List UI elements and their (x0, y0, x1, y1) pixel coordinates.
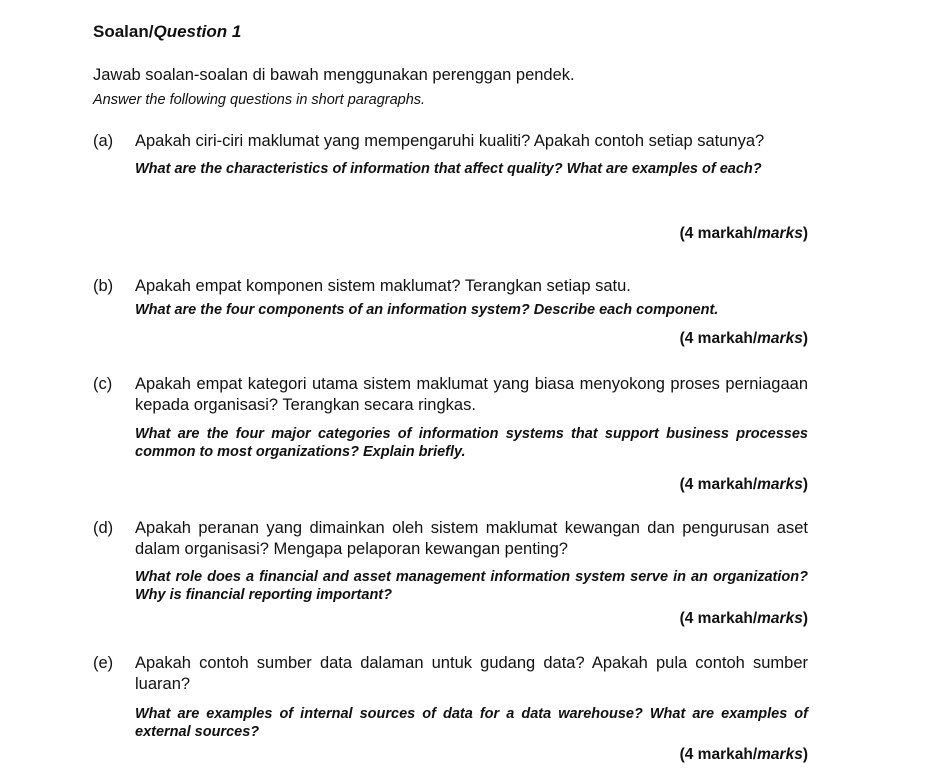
question-text-malay: Apakah peranan yang dimainkan oleh sistem maklumat kewangan dan pengurusan aset dalam organisasi? Mengapa pelaporan kewangan penting? (135, 519, 808, 558)
question-d (93, 518, 808, 604)
marks-b (93, 330, 808, 350)
question-text-english: What are examples of internal sources of data for a data warehouse? What are examples of external sources? (135, 706, 808, 740)
question-a (93, 131, 808, 178)
question-text-english: What role does a financial and asset management information system serve in an organization? Why is financial reporting important? (135, 569, 808, 603)
heading-english: Question 1 (153, 22, 242, 41)
question-heading (93, 22, 241, 42)
marks-label: (4 markah/marks) (679, 610, 808, 627)
question-label: (a) (93, 132, 114, 150)
question-label: (c) (93, 375, 113, 393)
marks-c (93, 476, 808, 496)
question-text-english: What are the four major categories of information systems that support business processes common to most organizations? Explain briefly. (135, 426, 808, 460)
question-text-malay: Apakah contoh sumber data dalaman untuk gudang data? Apakah pula contoh sumber luaran? (135, 654, 808, 693)
marks-a (93, 225, 808, 245)
instruction-english: Answer the following questions in short paragraphs. (93, 92, 426, 108)
question-label: (b) (93, 277, 114, 295)
marks-label: (4 markah/marks) (679, 746, 808, 763)
question-text-english: What are the characteristics of information that affect quality? What are examples of each? (135, 161, 762, 177)
question-text-malay: Apakah empat komponen sistem maklumat? Terangkan setiap satu. (135, 277, 631, 295)
question-label: (d) (93, 519, 114, 537)
instruction-malay: Jawab soalan-soalan di bawah menggunakan perenggan pendek. (93, 66, 575, 84)
question-text-malay: Apakah empat kategori utama sistem maklumat yang biasa menyokong proses perniagaan kepada organisasi? Terangkan secara ringkas. (135, 375, 808, 414)
marks-d (93, 610, 808, 630)
marks-label: (4 markah/marks) (679, 330, 808, 347)
heading-malay: Soalan/ (93, 22, 154, 41)
question-e (93, 653, 808, 741)
question-c (93, 374, 808, 461)
marks-e (93, 746, 808, 766)
marks-label: (4 markah/marks) (679, 225, 808, 242)
marks-label: (4 markah/marks) (679, 476, 808, 493)
question-b (93, 276, 808, 319)
question-text-english: What are the four components of an information system? Describe each component. (135, 302, 719, 318)
question-label: (e) (93, 654, 114, 672)
question-text-malay: Apakah ciri-ciri maklumat yang mempengaruhi kualiti? Apakah contoh setiap satunya? (135, 132, 765, 150)
